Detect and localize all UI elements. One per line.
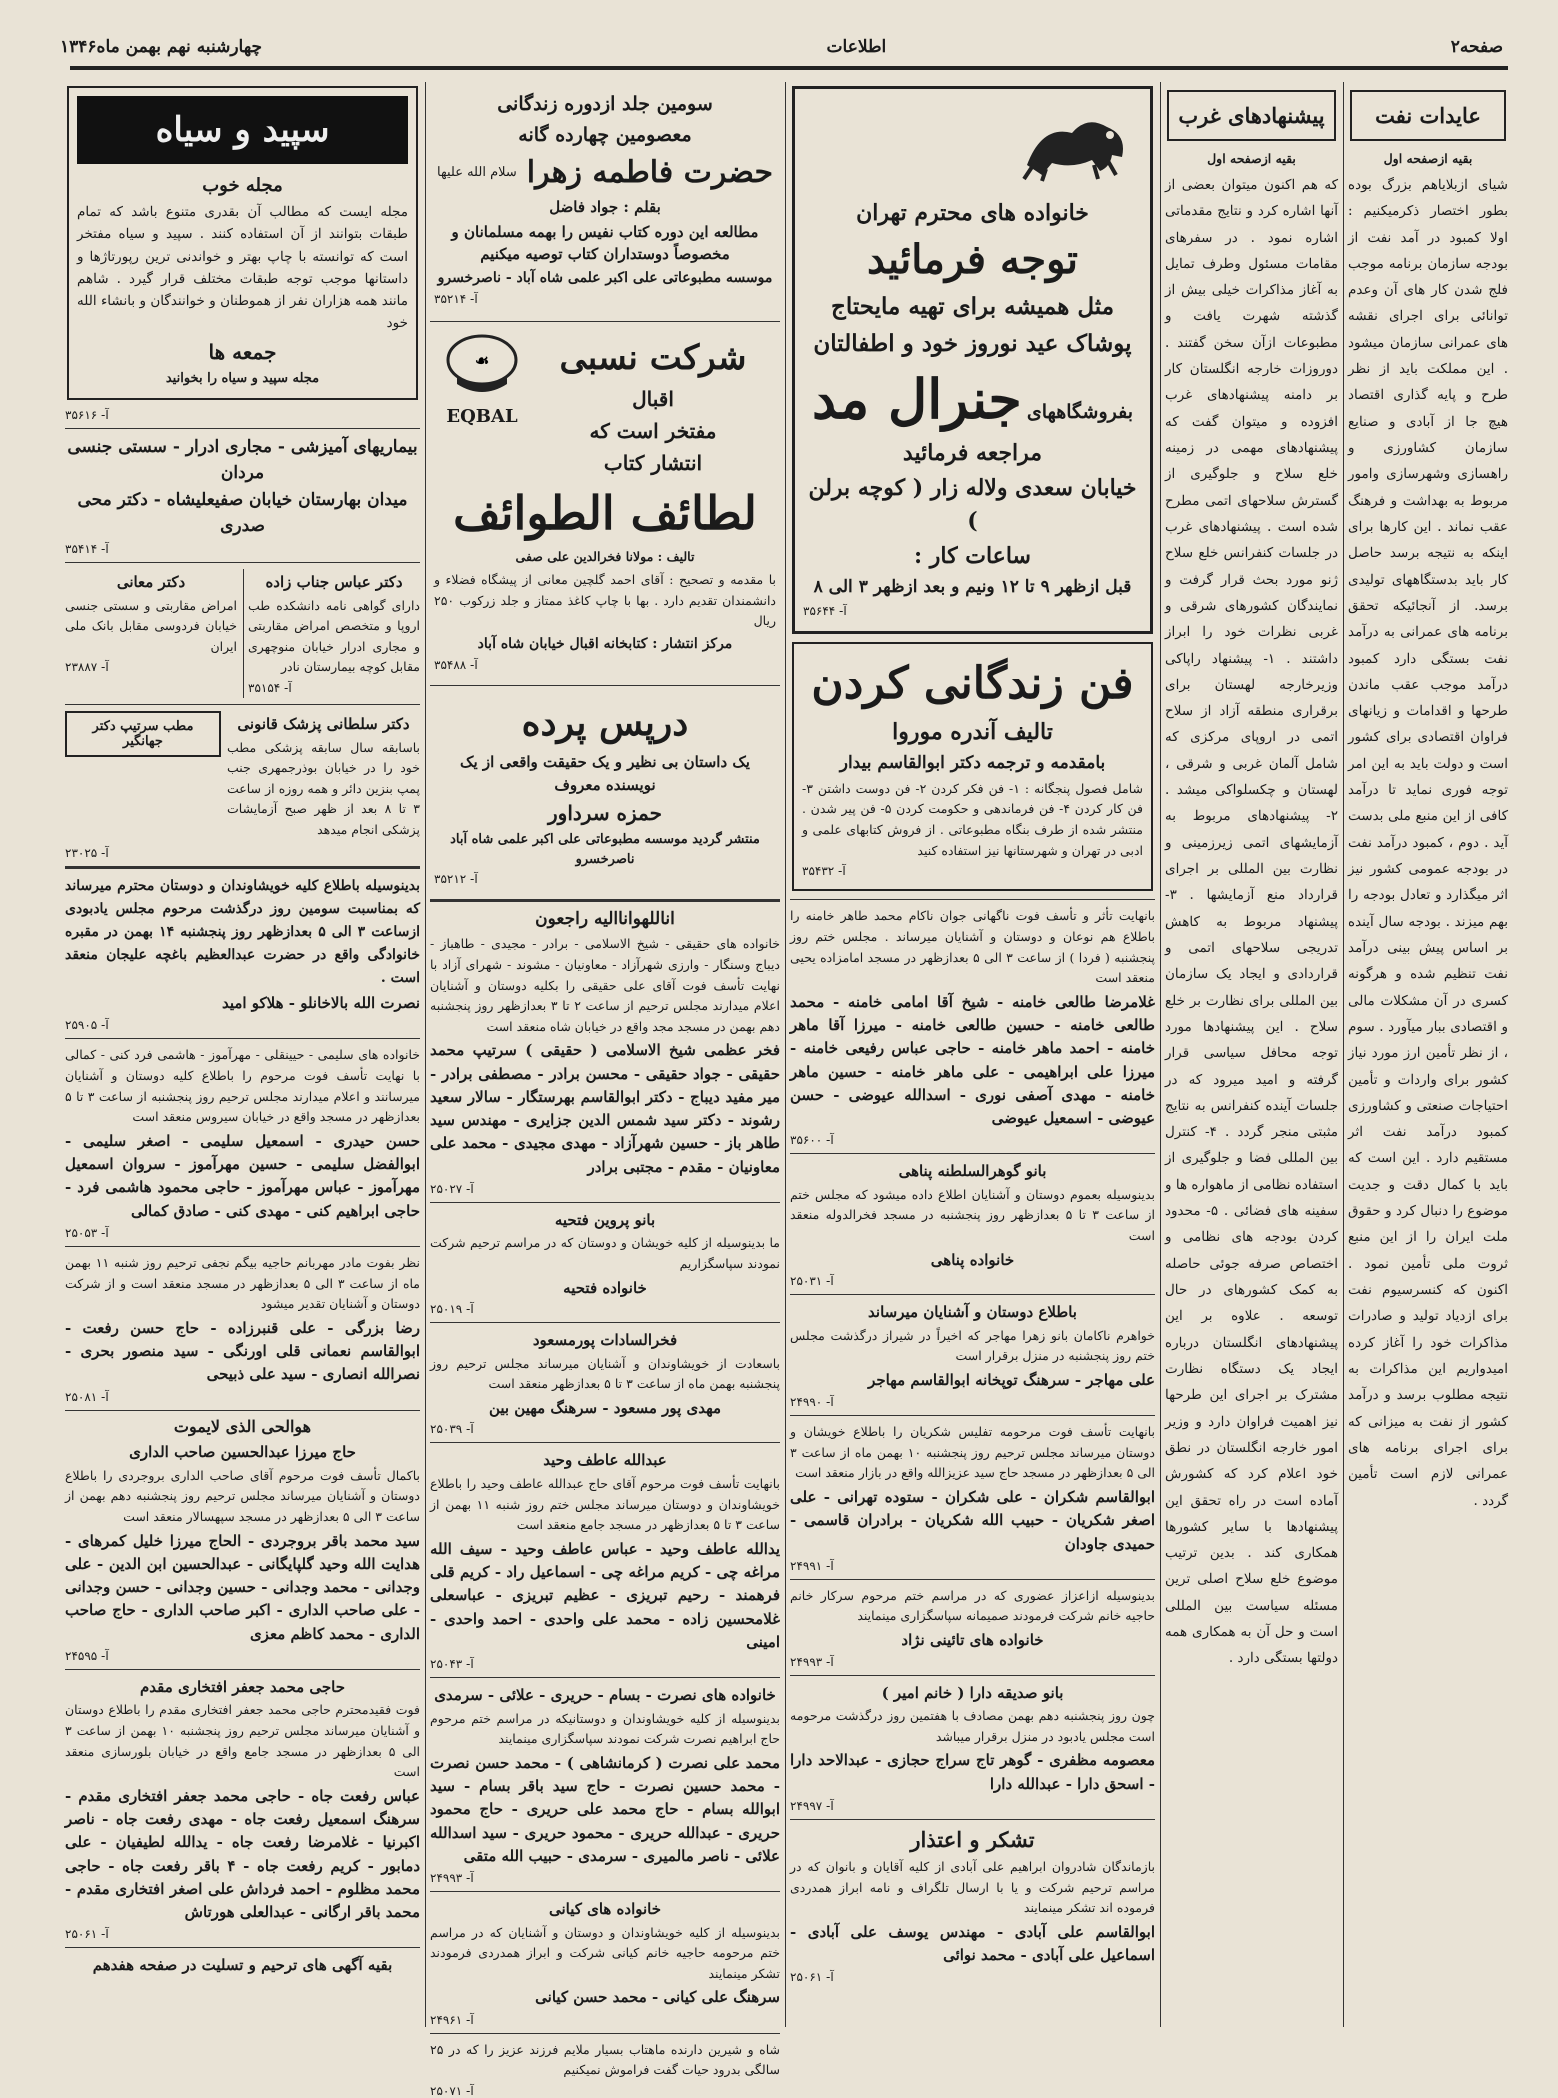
book-author: حمزه سرداور xyxy=(548,801,662,826)
obituary-code: آ- ۲۴۹۶۱ xyxy=(430,2012,474,2027)
obituary-text: بانهایت تأسف فوت مرحومه تفلیس شکریان را باطلاع خویشان و دوستان میرساند مجلس ترحیم روز پنجشنبه ۱۰ بهمن ماه از ساعت ۳ الی ۵ بعدازظهر در مسجد حاج سید عزیزالله واقع در بازار منعقد است xyxy=(790,1424,1155,1481)
fatemeh-book-ad xyxy=(430,82,780,315)
doctor-code: آ- ۲۳۸۸۷ xyxy=(65,660,109,675)
obituary-code: آ- ۲۴۹۹۳ xyxy=(790,1654,834,1669)
obituary-names: سرهنگ علی کیانی - محمد حسن کیانی xyxy=(535,1988,780,2007)
obituary-code: آ- ۲۵۰۸۱ xyxy=(65,1389,109,1404)
book-author: تالیف آندره موروا xyxy=(892,719,1053,746)
doctor-body: دارای گواهی نامه دانشکده طب اروپا و متخصص امراض مقاربتی و مجاری ادرار خیابان منوچهری مقابل کوچه بیمارستان نادر xyxy=(248,597,420,675)
obituary-names: ابوالقاسم شکران - علی شکران - ستوده تهرانی - علی اصغر شکریان - حبیب الله شکریان - برادران قاسمی - حمیدی جاودان xyxy=(790,1488,1155,1553)
doctor-name: دکتر عباس جناب زاده xyxy=(265,573,403,592)
obituary-text: خواهرم ناکامان بانو زهرا مهاجر که اخیراً در شیراز درگذشت مجلس ختم روز پنجشنبه در منزل برقرار است xyxy=(790,1327,1155,1364)
book-translator: بامقدمه و ترجمه دکتر ابوالقاسم بیدار xyxy=(839,753,1106,774)
obituary-title: باطلاع دوستان و آشنایان میرساند xyxy=(868,1303,1077,1322)
obituary-names: فخر عظمی شیخ الاسلامی ( حقیقی ) سرتیپ محمد حقیقی - جواد حقیقی - محسن برادر - مصطفی برادر - میر مفید دیباج - دکتر ابوالقاسم بهرستگار - سالار سعید رشوند - دکتر سید شمس الدین جزایری - مهندس سید طاهر باز - حسین شهرآزاد - مهدی مجیدی - محمد علی معاونیان - مقدم - مجتبی برادر xyxy=(430,1041,780,1176)
obituary-code: آ- ۲۴۵۹۵ xyxy=(65,1648,109,1663)
book-description: مطالعه این دوره کتاب نفیس را بهمه مسلمانان و مخصوصاً دوستداران کتاب توصیه میکنیم xyxy=(451,222,759,263)
obituary-text: بدینوسیله ازاعزاز عضوری که در مراسم ختم مرحوم سرکار خانم حاجیه خانم شرکت فرمودند صمیمانه سپاسگزاری مینمایند xyxy=(790,1587,1155,1624)
office-stamp: مطب سرتیپ دکتر جهانگیر xyxy=(65,711,221,757)
book-title: فن زندگانی کردن xyxy=(811,657,1134,709)
obituary-text: فوت فقیدمحترم حاجی محمد جعفر افتخاری مقدم را باطلاع دوستان و آشنایان میرساند مجلس ترحیم روز پنجشنبه ۱۰ بهمن از ساعت ۳ الی ۵ بعدازظهر در مسجد جامع واقع در خیابان بلورسازی منعقد است xyxy=(65,1702,420,1780)
ad-line: مفتخر است که xyxy=(589,419,717,444)
column-oil-editorial xyxy=(1348,82,1508,2027)
obituary-name: حاجی محمد جعفر افتخاری مقدم xyxy=(139,1677,346,1696)
obituary-text: بدینوسیله بعموم دوستان و آشنایان اطلاع داده میشود که مجلس ختم از ساعت ۳ تا ۵ بعدازظهر روز پنجشنبه در مسجد فخرالدوله منعقد است xyxy=(790,1186,1155,1244)
thanks-body: بازماندگان شادروان ابراهیم علی آبادی از کلیه آقایان و بانوان که در مراسم ترحیم شرکت و یا با ارسال تلگراف و نامه ابراز همدردی فرموده اند تشکر مینمایند xyxy=(790,1859,1155,1916)
doctor-body: امراض مقاربتی و سستی جنسی خیابان فردوسی مقابل بانک ملی ایران xyxy=(65,597,237,654)
book-publisher: منتشر گردید موسسه مطبوعاتی علی اکبر علمی شاه آباد ناصرخسرو xyxy=(450,832,760,867)
thanks-title: تشکر و اعتذار xyxy=(910,1826,1035,1852)
book-ad-code: آ- ۳۵۲۱۲ xyxy=(434,872,478,887)
brand-name: جنرال مد xyxy=(811,367,1022,431)
book-salutation: سلام الله علیها xyxy=(437,165,517,180)
obituary-text: خانواده های سلیمی - حیینقلی - مهرآموز - هاشمی فرد کنی - کمالی با نهایت تأسف فوت مرحوم را باطلاع کلیه دوستان و آشنایان میرسانند و اعلام میدارند مجلس ترحیم روز پنجشنبه از ساعت ۳ تا ۵ بعدازظهر در مسجد واقع در خیابان سیروس منعقد است xyxy=(65,1047,421,1125)
book-ad-code: آ- ۳۵۲۱۴ xyxy=(434,291,478,306)
lesson-book-ad xyxy=(430,692,780,893)
obituary-text: بانهایت تأثر و تأسف فوت ناگهانی جوان ناکام محمد طاهر خامنه را باطلاع هم نوعان و دوستان و آشنایان میرساند . مجلس ختم روز پنجشنبه ( فردا ) از ساعت ۳ الی ۵ بعدازظهر در مسجد امامزاده یحیی منعقد است xyxy=(790,908,1156,986)
doctor-ads xyxy=(65,569,420,698)
column-books-obits xyxy=(430,82,780,2098)
obituary-heading: هوالحی الذی لایموت xyxy=(173,1416,312,1436)
book-subtitle: یک داستان بی نظیر و یک حقیقت واقعی از یک نویسنده معروف xyxy=(460,753,750,794)
doctor-body: باسابقه سال سابقه پزشکی مطب خود را در خیابان بوذرجمهری جنب پمپ بنزین دائر و همه روزه از ساعت ۳ تا ۸ بعد از ظهر صبح آزمایشات پزشکی انجام میدهد xyxy=(227,739,421,838)
doctor-name: دکتر معانی xyxy=(116,573,186,592)
obituary-heading: اناللهواناالیه راجعون xyxy=(535,909,675,930)
obituary-code: آ- ۲۵۰۳۱ xyxy=(790,1274,834,1289)
book-author: بقلم : جواد فاضل xyxy=(549,198,661,216)
youth-book-ad xyxy=(792,642,1153,892)
obituary-code: آ- ۲۴۹۹۱ xyxy=(790,1558,834,1573)
column-divider xyxy=(425,82,426,2027)
ad-day: جمعه ها xyxy=(208,339,277,364)
ad-intro: خانواده های محترم تهران xyxy=(856,200,1089,226)
ad-code: آ- ۳۵۶۱۶ xyxy=(65,408,109,423)
obituary-text: باکمال تأسف فوت مرحوم آقای صاحب الداری بروجردی را باطلاع دوستان و آشنایان میرساند مجلس ترحیم روز پنجشنبه دهم بهمن از ساعت ۳ الی ۵ بعدازظهر در مسجد سپهسالار منعقد است xyxy=(65,1467,420,1525)
doctor-ad xyxy=(243,569,420,698)
eqbal-logo xyxy=(434,332,530,427)
ad-line: انتشار کتاب xyxy=(603,451,703,476)
obituary-sign: خانواده فتحیه xyxy=(563,1278,647,1297)
obituary-name: فخرالسادات پورمسعود xyxy=(532,1331,678,1350)
sepid-siah-ad xyxy=(67,86,418,400)
book-author: تالیف : مولانا فخرالدین علی صفی xyxy=(515,549,695,565)
clinic-code: آ- ۳۵۴۱۴ xyxy=(65,542,109,557)
obituary-name: بانو صدیقه دارا ( خانم امیر ) xyxy=(881,1683,1064,1702)
ad-line-2: پوشاک عید نوروز خود و اطفالتان xyxy=(813,329,1132,357)
book-description: با مقدمه و تصحیح : آقای احمد گلچین معانی از پیشگاه فضلاء و دانشمندان تقدیم دارد . بها با چاپ کاغذ ممتاز و جلد زرکوب ۲۵۰ ریال xyxy=(434,572,776,629)
column-divider xyxy=(785,82,786,2027)
obituary-code: آ- ۲۵۰۲۷ xyxy=(430,1181,474,1196)
obituary-text: باسعادت از خویشاوندان و آشنایان میرساند مجلس ترحیم روز پنجشنبه بهمن ماه از ساعت ۳ تا ۵ بعدازظهر منعقد است xyxy=(430,1355,780,1392)
obituary-sign: خانواده پناهی xyxy=(930,1250,1015,1269)
obituary-names: رضا بزرگی - علی قنبرزاده - حاج حسن رفعت - ابوالقاسم نعمانی قلی اورنگی - سید منصور بحری - نصرالله انصاری - سید علی ذبیحی xyxy=(65,1318,420,1384)
continued-footer: بقیه آگهی های ترحیم و تسلیت در صفحه هفدهم xyxy=(92,1956,393,1975)
doctor-code: آ- ۳۵۱۵۴ xyxy=(248,681,292,696)
obituary-code: آ- ۲۴۹۹۰ xyxy=(790,1395,834,1410)
obituary-code: آ- ۲۵۰۷۱ xyxy=(430,2083,474,2098)
obituary-text: ما بدینوسیله از کلیه خویشان و دوستان که در مراسم ترحیم شرکت نمودند سپاسگزاریم xyxy=(430,1235,780,1272)
column-left xyxy=(65,82,420,2027)
editorial-body: شیای ازبلایاهم بزرگ بوده بطور اختصار ذکرمیکنیم : اولا کمبود در آمد نفت از بودجه سازمان برنامه موجب فلج شدن کار های آن وعدم توانائی برای اجرای نقشه های عمرانی سازمان میشود . این مملکت باید از نظر طرح و پایه گذاری اقتصاد هیچ جا از آبادی و صنایع سازمان کشاورزی و راهسازی وشهرسازی وامور مربوط به بهداشت و فرهنگ عقب نماند . این کارها برای اینکه به نتیجه برسد حاصل کار باید بدستگاههای تولیدی برسد. از آنجائیکه تحقق برنامه های عمرانی به درآمد نفت بستگی دارد کمبود درآمد موجب عقب ماندن طرحها و اقدامات و زیانهای فراوان اقتصادی برای کشور است و دولت باید به این امر توجه فوری نماید تا درآمد کافی از این منبع ملی بدست آید . دوم ، کمبود درآمد نفت در بودجه عمومی کشور نیز اثر میگذارد و تعادل بودجه را بهم میزند . بودجه سال آینده بر اساس پیش بینی درآمد نفت تنظیم شده و هرگونه کسری در آن مشکلات مالی و اقتصادی ببار میآورد . سوم ، از نظر تأمین ارز مورد نیاز کشور برای واردات و تأمین احتیاجات صنعتی و کشاورزی کمبود درآمد نفت اثر مستقیم دارد . این است که باید با کمال دقت و جدیت موضوع را دنبال کرد و حقوق ملت ایران را از این منبع ثروت ملی تأمین نمود . اکنون که کنسرسیوم نفت برای ازدیاد تولید و صادرات مذاکرات خود را آغاز کرده امیدواریم این مذاکرات به نتیجه مطلوب برسد و درآمد کشور از نفت به میزانی که برای اجرای برنامه های عمرانی لازم است تأمین گردد . xyxy=(1348,176,1508,1509)
column-west-proposals xyxy=(1165,82,1338,2027)
obituary-code: آ- ۲۵۰۳۹ xyxy=(430,1422,474,1437)
thanks-names: ابوالقاسم علی آبادی - مهندس یوسف علی آبادی - اسماعیل علی آبادی - محمد نوائی xyxy=(790,1922,1155,1965)
obituary-code: آ- ۳۵۶۰۰ xyxy=(790,1133,834,1148)
company-short: اقبال xyxy=(632,387,674,412)
book-series: سومین جلد ازدوره زندگانی xyxy=(497,93,713,115)
doctor-ad xyxy=(65,569,237,698)
obituary-code: آ- ۲۴۹۹۷ xyxy=(790,1798,834,1813)
general-mod-ad xyxy=(792,86,1153,634)
ad-address: خیابان سعدی ولاله زار ( کوچه برلن ) xyxy=(808,475,1137,534)
ad-headline: مجله خوب xyxy=(202,175,283,196)
obituary-names: عباس رفعت جاه - حاجی محمد جعفر افتخاری مقدم - سرهنگ اسمعیل رفعت جاه - مهدی رفعت جاه - ناصر اکبرنیا - غلامرضا رفعت جاه - یدالله لطیفیان - علی دمابور - کریم رفعت جاه - ۴ باقر رفعت جاه - حاجی محمد مظلوم - احمد فرداش علی اصغر افتخاری مقدم - محمد باقر ارگانی - عبدالعلی هورتاش xyxy=(65,1786,420,1922)
logo-text: EQBAL xyxy=(446,405,518,427)
masthead-rule xyxy=(70,66,1508,70)
lion-emblem-icon xyxy=(1012,105,1142,185)
book-description: شامل فصول پنجگانه : ۱- فن فکر کردن ۲- فن دوست داشتن ۳- فن کار کردن ۴- فن فرماندهی و حکومت کردن ۵- فن پیر شدن . منتشر شده از طرف بنگاه مطبوعاتی . از فروش کتابهای علمی و ادبی در تهران و شهرستانها نیز استفاده کنید xyxy=(802,780,1144,858)
eqbal-book-ad xyxy=(430,328,780,679)
obituary-code: آ- ۲۵۰۱۹ xyxy=(430,1302,474,1317)
obituary-text: بدینوسیله از کلیه خویشاوندان و دوستان و آشنایان که در مراسم ختم مرحومه حاجیه خانم کیانی شرکت و ابراز همدردی فرمودند تشکر مینمایند xyxy=(430,1924,780,1981)
continued-label: بقیه ازصفحه اول xyxy=(1207,151,1296,167)
obituary-text: بانهایت تأسف فوت مرحوم آقای حاج عبدالله عاطف وحید را باطلاع خویشاوندان و دوستان میرساند مجلس ختم روز شنبه ۱۱ بهمن از ساعت ۳ تا ۵ بعدازظهر در مسجد جامع منعقد است xyxy=(430,1475,780,1533)
obituary-title: خانواده های کیانی xyxy=(548,1900,662,1919)
obituary-title: خانواده های نصرت - بسام - حریری - علائی - سرمدی xyxy=(434,1686,776,1705)
book-ad-code: آ- ۳۵۴۸۸ xyxy=(434,657,478,672)
obituary-names: معصومه مظفری - گوهر تاج سراج حجازی - عبدالاحد دارا - اسحق دارا - عبدالله دارا xyxy=(790,1751,1155,1793)
ad-line-1: مثل همیشه برای تهیه مایحتاج xyxy=(830,293,1115,320)
obituary-code: آ- ۲۵۹۰۵ xyxy=(65,1018,109,1033)
obituary-text: خانواده های حقیقی - شیخ الاسلامی - برادر - مجیدی - طاهباز - دیباج وسنگار - وارزی شهرآزاد - معاونیان - مشوند - شهرای آزاد با نهایت تأسف فوت آقای علی حقیقی را بکلیه دوستان و آشنایان اعلام میدارند مجلس ترحیم از ساعت ۲ تا ۳ بعدازظهر روز پنجشنبه دهم بهمن در مسجد مجد واقع در خیابان شاه منعقد است xyxy=(430,936,780,1034)
clinic-line-2: میدان بهارستان خیابان صفیعلیشاه - دکتر محی صدری xyxy=(77,490,408,536)
obituary-text: نظر بفوت مادر مهربانم حاجیه بیگم نجفی ترحیم روز شنبه ۱۱ بهمن ماه از ساعت ۳ الی ۵ بعدازظهر در مسجد منعقد است و از شرکت دوستان و آشنایان تقدیر میشود xyxy=(65,1254,420,1312)
masthead xyxy=(60,30,1503,64)
ad-hours: قبل ازظهر ۹ تا ۱۲ ونیم و بعد ازظهر ۳ الی ۸ xyxy=(813,577,1132,597)
clinic-line-1: بیماریهای آمیزشی - مجاری ادرار - سستی جنسی مردان xyxy=(67,437,418,483)
book-publisher: موسسه مطبوعاتی علی اکبر علمی شاه آباد - ناصرخسرو xyxy=(437,269,773,286)
doctor-code: آ- ۲۳۰۲۵ xyxy=(65,845,109,860)
obituary-sign: خانواده های تائینی نژاد xyxy=(901,1631,1044,1650)
book-distributor: مرکز انتشار : کتابخانه اقبال خیابان شاه آباد xyxy=(477,635,733,652)
continued-label: بقیه ازصفحه اول xyxy=(1383,151,1473,167)
column-divider xyxy=(1343,82,1344,2027)
obituary-text: شاه و شیرین دارنده ماهتاب بسیار ملایم فرزند عزیز را که در ۲۵ سالگی بدرود حیات گفت فراموش نمیکنیم xyxy=(430,2041,780,2078)
doctor-name: دکتر سلطانی پزشک قانونی xyxy=(237,715,410,734)
obituary-names: علی مهاجر - سرهنگ توپخانه ابوالقاسم مهاجر xyxy=(868,1370,1155,1389)
book-ad-code: آ- ۳۵۴۳۲ xyxy=(802,864,846,879)
obituary-name: حاج میرزا عبدالحسین صاحب الداری xyxy=(129,1443,356,1462)
book-title: حضرت فاطمه زهرا xyxy=(526,155,773,190)
forensic-doctor-ad xyxy=(65,711,420,843)
book-title: لطائف الطوائف xyxy=(453,486,757,541)
book-emblem-icon xyxy=(437,332,527,402)
obituary-code: آ- ۲۴۹۹۳ xyxy=(430,1871,474,1886)
magazine-logo: سپید و سیاه xyxy=(77,96,408,164)
ad-hours-label: ساعات کار : xyxy=(914,543,1031,569)
logo-glyph: ☙ xyxy=(474,350,490,370)
obituary-names: حسن حیدری - اسمعیل سلیمی - اصغر سلیمی - ابوالفضل سلیمی - حسین مهرآموز - سروان اسمعیل مهرآموز - عباس مهرآموز - حاجی محمود هاشمی فرد - حاجی ابراهیم کنی - مهدی کنی - صادق کمالی xyxy=(65,1131,420,1220)
ad-line-3-prefix: بفروشگاههای xyxy=(1026,401,1134,423)
page-number: صفحه۲ xyxy=(1450,37,1503,57)
obituary-text: چون روز پنجشنبه دهم بهمن مصادف با هفتمین روز درگذشت مرحومه است مجلس یادبود در منزل برقرار میباشد xyxy=(790,1708,1155,1744)
editorial-title: عایدات نفت xyxy=(1375,103,1481,128)
ad-headline: توجه فرمائید xyxy=(867,236,1078,283)
obituary-names: غلامرضا طالعی خامنه - شیخ آقا امامی خامنه - محمد طالعی خامنه - حسین طالعی خامنه - میرزا آقا ماهر خامنه - احمد ماهر خامنه - حاجی عباس رفیعی خامنه - میرزا علی ابراهیمی - علی ماهر خامنه - حسین ماهر خامنه - مهدی آصفی نوری - اسدالله عیوضی - حسن عیوضی - اسمعیل عیوضی xyxy=(790,992,1155,1128)
column-ads-center xyxy=(790,82,1155,2027)
obituary-text: بدینوسیله از کلیه خویشاوندان و دوستانیکه در مراسم ختم مرحوم حاج ابراهیم نصرت شرکت نمودند سپاسگزاری مینمایند xyxy=(430,1710,780,1747)
obituary-name: بانو پروین فتحیه xyxy=(554,1210,656,1229)
ad-code: آ- ۳۵۶۴۴ xyxy=(803,603,847,618)
book-title: درپس پرده xyxy=(521,701,689,744)
obituary-names: محمد علی نصرت ( کرمانشاهی ) - محمد حسن نصرت - محمد حسین نصرت - حاج سید باقر بسام - سید ابوالله بسام - حاج محمد علی حریری - حاج محمود حریری - عبدالله حریری - محمود حریری - سید اسدالله علائی - ناصر مالمیری - سرمدی - حبیب الله متقی xyxy=(430,1753,780,1865)
ad-tail: مجله سپید و سیاه را بخوانید xyxy=(165,370,320,386)
obituary-sign: مهدی پور مسعود - سرهنگ مهین بین xyxy=(488,1398,722,1417)
obituary-code: آ- ۲۵۰۵۳ xyxy=(65,1225,109,1240)
thanks-code: آ- ۲۵۰۶۱ xyxy=(790,1970,834,1985)
column-divider xyxy=(1160,82,1161,2027)
obituary-names: سید محمد باقر بروجردی - الحاج میرزا خلیل کمرهای - هدایت الله وحید گلپایگانی - عبدالحسین ابن الدین - علی وجدانی - محمد وجدانی - حسین وجدانی - حسن وجدانی - علی صاحب الداری - اکبر صاحب الداری - حاج صاحب الداری - محمد کاظم معزی xyxy=(65,1531,420,1643)
obituary-code: آ- ۲۵۰۴۳ xyxy=(430,1657,474,1672)
book-series-sub: معصومین چهارده گانه xyxy=(518,123,692,146)
article-body: که هم اکنون میتوان بعضی از آنها اشاره کرد و نتایج مقدماتی اشاره نمود . در سفرهای مقامات مسئول وطرف تمایل به آغاز مذاکرات خیلی بیش از گذشته شهرت یافت و مطبوعات ازآن سخن گفتند . دوروزات خارجه انگلستان کار بر دامنه پیشنهادهای غرب افزوده و میتوان گفت که پیشنهادهای مهمی در زمینه خلع سلاح و جلوگیری از گسترش سلاحهای اتمی مطرح شده است . پیشنهادهای غرب در جلسات کنفرانس خلع سلاح ژنو مورد بحث قرار گرفت و نمایندگان کشورهای شرقی و غربی نظرات خود را ابراز داشتند . ۱- پیشنهاد راپاکی وزیرخارجه لهستان برای برقراری منطقه آزاد از سلاح اتمی در اروپای مرکزی که شامل آلمان غربی و شرقی ، لهستان و چکسلواکی میشد . ۲- پیشنهادهای مربوط به آزمایشهای اتمی زیرزمینی و نظارت بین المللی بر اجرای قرارداد منع آزمایشها . ۳- پیشنهاد مربوط به کاهش تدریجی سلاحهای اتمی و قراردادی و ایجاد یک سازمان بین المللی برای نظارت بر خلع سلاح . این پیشنهادها مورد توجه محافل سیاسی قرار گرفته و امید میرود که در جلسات آینده کنفرانس به نتایج مثبتی منجر گردد . ۴- کنترل بین المللی فضا و جلوگیری از استفاده نظامی از ماهواره ها و سفینه های فضائی . ۵- محدود کردن بودجه های نظامی و اختصاص صرفه جوئی حاصله به کمک کشورهای در حال توسعه . علاوه بر این پیشنهادهای انگلستان درباره ایجاد یک دستگاه نظارت مشترک بر اجرای این طرحها نیز اهمیت فراوان دارد و وزیر امور خارجه انگلستان در نطق خود اعلام کرد که کشورش آماده است در راه تحقق این پیشنهادها با سایر کشورها همکاری کند . بدین ترتیب موضوع خلع سلاح اصلی ترین مسئله سیاست بین المللی است و حل آن به همکاری همه دولتها بستگی دارد . xyxy=(1165,176,1338,1667)
obituary-code: آ- ۲۵۰۶۱ xyxy=(65,1927,109,1942)
obituary-name: عبدالله عاطف وحید xyxy=(543,1451,667,1470)
obituary-text: بدینوسیله باطلاع کلیه خویشاوندان و دوستان محترم میرساند که بمناسبت سومین روز درگذشت مرحوم مجلس یادبودی ازساعت ۳ الی ۵ بعدازظهر روز پنجشنبه ۱۴ بهمن در مقبره خانوادگی واقع در حضرت عبدالعظیم باغچه علیجان منعقد است . xyxy=(65,877,420,987)
company-name: شرکت نسبی xyxy=(559,337,747,378)
obituary-names: یدالله عاطف وحید - عباس عاطف وحید - سیف الله مراغه چی - کریم مراغه چی - اسماعیل راد - کریم قلی فرهمند - رحیم تبریزی - عظیم تبریزی - عباسعلی غلامحسین زاده - محمد علی واحدی - احمد واحدی - امینی xyxy=(430,1539,780,1651)
article-title: پیشنهادهای غرب xyxy=(1178,103,1325,128)
ad-refer: مراجعه فرمائید xyxy=(902,440,1043,466)
obituary-names: نصرت الله بالاخانلو - هلاکو امید xyxy=(221,994,420,1013)
issue-date: چهارشنبه نهم بهمن ماه۱۳۴۶ xyxy=(60,37,263,57)
ad-body: مجله ایست که مطالب آن بقدری متنوع باشد که تمام طبقات بتوانند از آن استفاده کنند . سپید و سیاه مفتخر است که توانسته با چاپ بهتر و خواندنی ترین رپورتاژها و داستانها موجب توجه طبقات مختلف قرار گیرد . شاهم مانند همه هزاران نفر از هموطنان و خوانندگان و بانشاء الله خود xyxy=(77,204,408,332)
obituary-name: بانو گوهرالسلطنه پناهی xyxy=(898,1162,1047,1181)
paper-name: اطلاعات xyxy=(826,37,887,57)
